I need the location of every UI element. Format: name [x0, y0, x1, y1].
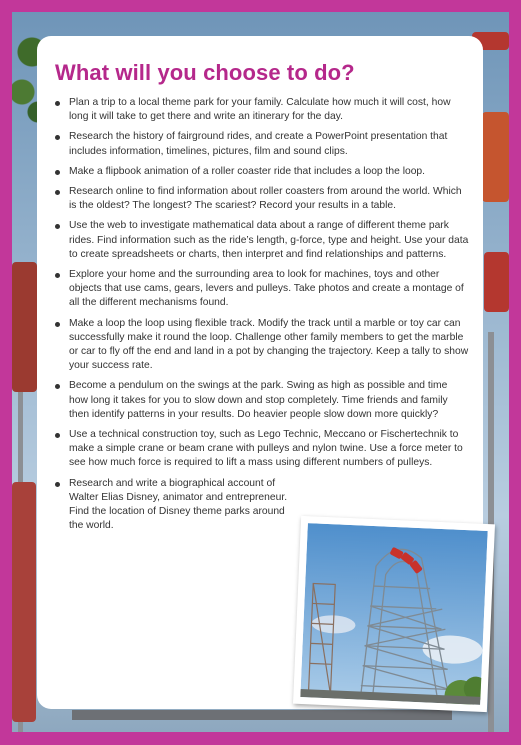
coaster-rail-decoration [482, 112, 509, 202]
coaster-support-decoration [72, 710, 452, 720]
roller-coaster-image [300, 523, 487, 705]
list-item: Research and write a biographical account of Walter Elias Disney, animator and entrepreneur. Find the location of Disney theme parks around the world. [55, 477, 294, 534]
activity-list [55, 96, 469, 539]
list-item: Research online to find information about roller coasters from around the world. Which is the oldest? The longest? The scariest? Record your results in a table. [55, 185, 469, 213]
list-item: Research the history of fairground rides, and create a PowerPoint presentation that includes information, timelines, pictures, film and sound clips. [55, 130, 469, 158]
list-item: Make a loop the loop using flexible track. Modify the track until a marble or toy car can successfully make it round the loop. Challenge other family members to get the marble or car to fly off the end and land in a pot by changing the trajectory. Keep a tally to show your success rate. [55, 317, 469, 374]
roller-coaster-photo [293, 516, 495, 712]
coaster-rail-decoration [12, 482, 36, 722]
page-title: What will you choose to do? [55, 60, 355, 85]
list-item: Use the web to investigate mathematical data about a range of different theme park rides. Find information such as the ride’s length, g-force, type and height. Use your data to create spreadsheets or charts, then interpret and find relationships and patterns. [55, 219, 469, 262]
coaster-rail-decoration [12, 262, 37, 392]
list-item: Explore your home and the surrounding area to look for machines, toys and other objects that use cams, gears, levers and pulleys. Take photos and create a montage of all the different mechanisms found. [55, 268, 469, 311]
list-item: Make a flipbook animation of a roller coaster ride that includes a loop the loop. [55, 165, 469, 179]
list-item: Use a technical construction toy, such as Lego Technic, Meccano or Fischertechnik to make a simple crane or beam crane with pulleys and nylon twine. Use a force meter to see how much force is required to lift a mass using different numbers of pulleys. [55, 428, 469, 471]
list-item: Become a pendulum on the swings at the park. Swing as high as possible and time how long it takes for you to slow down and stop completely. Time friends and family then identify patterns in your results. Do heavier people slow down more quickly? [55, 379, 469, 422]
list-item: Plan a trip to a local theme park for your family. Calculate how much it will cost, how long it will take to get there and write an itinerary for the day. [55, 96, 469, 124]
coaster-rail-decoration [484, 252, 509, 312]
